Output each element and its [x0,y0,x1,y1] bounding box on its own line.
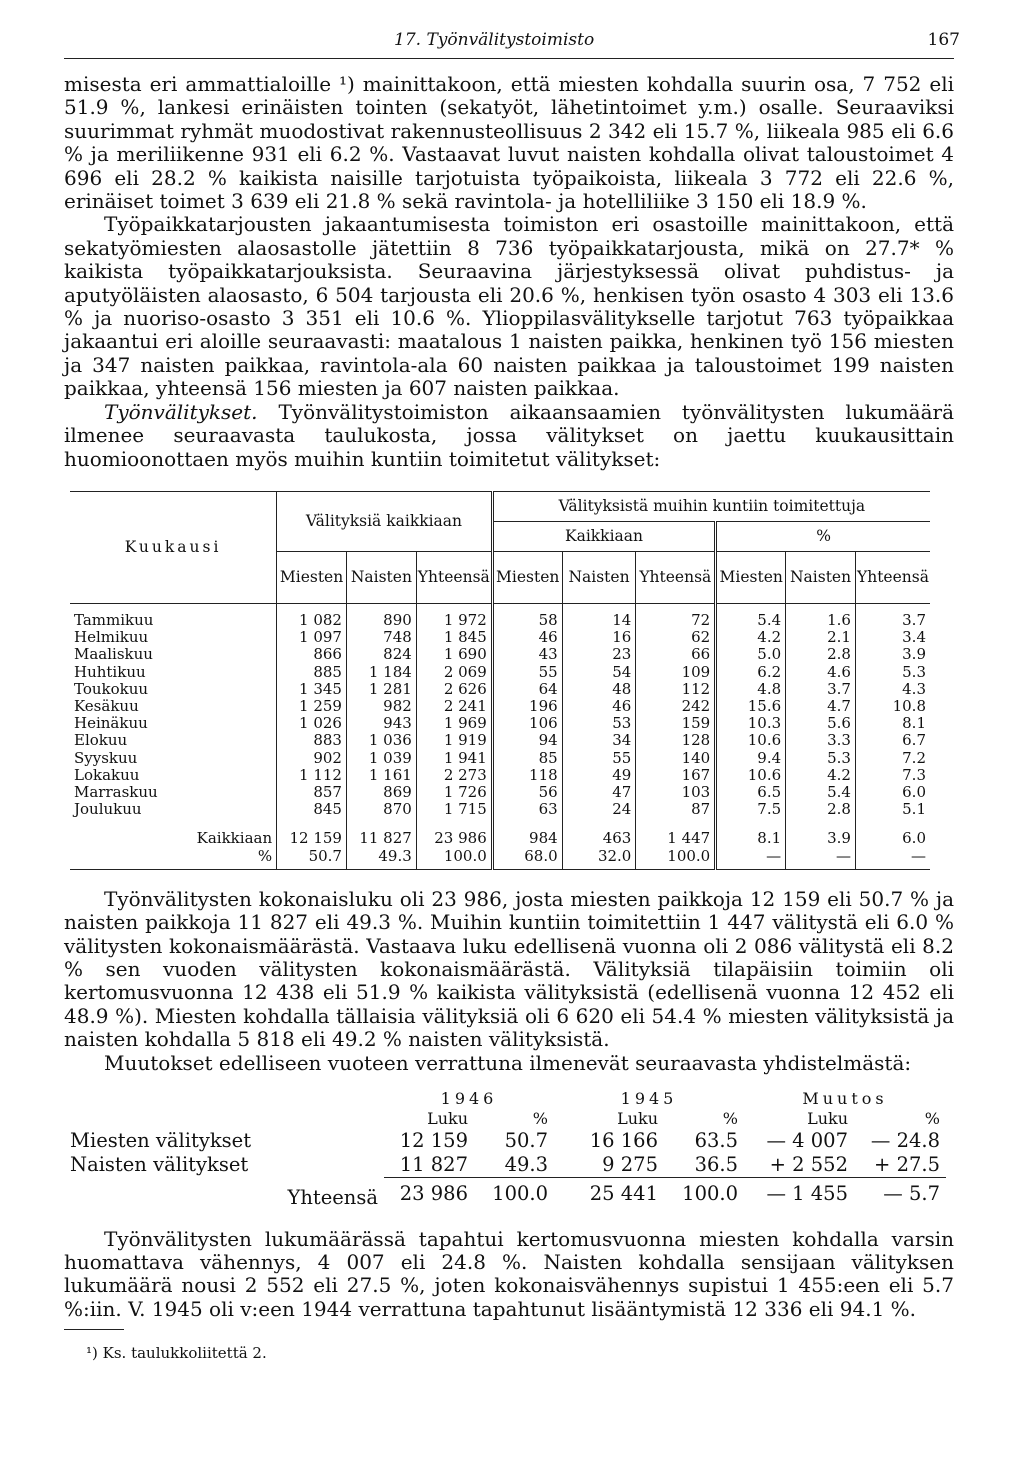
month-cell: % [257,847,273,865]
month-cell: Kaikkiaan [196,829,273,848]
value-cell: 890 [346,603,416,629]
value-cell: 103 [636,784,716,801]
value-cell: 2 273 [416,767,492,784]
value-cell: 12 159 [399,1129,468,1152]
table-row [70,732,930,749]
value-cell: 12 159 [277,818,347,847]
value-cell: 16 [562,629,636,646]
value-cell: — [716,848,786,870]
value-cell: 8.1 [855,715,930,732]
value-cell: 16 166 [589,1129,658,1152]
value-cell: 1 026 [277,715,347,732]
table-row [70,750,930,767]
value-cell: 869 [346,784,416,801]
value-cell: 2.8 [786,646,856,663]
value-cell: 100.0 [416,848,492,870]
value-cell: 196 [492,698,562,715]
value-cell: 46 [562,698,636,715]
value-cell: 36.5 [694,1153,738,1176]
year-1946: 1946 [440,1089,498,1108]
table-row [70,629,930,646]
month-cell: Kesäkuu [74,697,139,715]
change-header: Muutos [802,1089,888,1108]
header-rule [64,58,954,59]
value-cell: 1 919 [416,732,492,749]
value-cell: 6.0 [855,818,930,847]
value-cell: 100.0 [474,1178,554,1210]
value-cell: 3.4 [855,629,930,646]
comparison-table [64,1089,946,1210]
value-cell: 4.3 [855,681,930,698]
subhead-pct: % [716,521,930,551]
value-cell: 1 184 [346,664,416,681]
value-cell: 15.6 [716,698,786,715]
value-cell: 54 [562,664,636,681]
value-cell: 100.0 [636,848,716,870]
h-men: Miesten [492,551,562,603]
value-cell: 55 [492,664,562,681]
value-cell: 748 [346,629,416,646]
value-cell: 845 [277,801,347,818]
row-label: Yhteensä [287,1185,378,1209]
month-cell: Huhtikuu [74,663,146,681]
table-row [70,664,930,681]
value-cell: 1 447 [636,818,716,847]
value-cell: 55 [562,750,636,767]
value-cell: 2.1 [786,629,856,646]
luku-header: Luku [427,1109,468,1128]
value-cell: 866 [277,646,347,663]
value-cell: 7.5 [716,801,786,818]
value-cell: 1.6 [786,603,856,629]
value-cell: 6.7 [855,732,930,749]
value-cell: 49.3 [504,1153,548,1176]
value-cell: 242 [636,698,716,715]
value-cell: 10.6 [716,767,786,784]
value-cell: 4.8 [716,681,786,698]
value-cell: 3.7 [855,603,930,629]
month-cell: Maaliskuu [74,646,153,664]
value-cell: 106 [492,715,562,732]
month-cell: Marraskuu [74,783,158,801]
value-cell: 64 [492,681,562,698]
value-cell: 128 [636,732,716,749]
pct-header: % [722,1109,738,1128]
table-row [70,646,930,663]
value-cell: 943 [346,715,416,732]
value-cell: 167 [636,767,716,784]
value-cell: 463 [562,818,636,847]
value-cell: 23 986 [384,1178,474,1210]
value-cell: 49.3 [346,848,416,870]
value-cell: 58 [492,603,562,629]
value-cell: 1 845 [416,629,492,646]
value-cell: 10.3 [716,715,786,732]
pct-header: % [532,1109,548,1128]
h-men: Miesten [716,551,786,603]
subhead-total: Kaikkiaan [492,521,715,551]
month-cell: Toukokuu [74,680,149,698]
month-cell: Heinäkuu [74,715,148,733]
month-cell: Syyskuu [74,749,138,767]
value-cell: — 5.7 [854,1178,946,1210]
value-cell: 870 [346,801,416,818]
table-row [70,767,930,784]
value-cell: 63.5 [694,1129,738,1152]
month-cell: Joulukuu [74,801,142,819]
table-row [70,715,930,732]
value-cell: 94 [492,732,562,749]
h-women: Naisten [786,551,856,603]
value-cell: 62 [636,629,716,646]
pct-header: % [924,1109,940,1128]
value-cell: 2 241 [416,698,492,715]
value-cell: 2 069 [416,664,492,681]
month-cell: Elokuu [74,732,128,750]
comparison-row [64,1129,946,1153]
value-cell: 53 [562,715,636,732]
value-cell: 1 112 [277,767,347,784]
luku-header: Luku [617,1109,658,1128]
value-cell: 43 [492,646,562,663]
value-cell: 3.7 [786,681,856,698]
value-cell: 25 441 [554,1178,664,1210]
value-cell: 1 039 [346,750,416,767]
value-cell: 11 827 [399,1153,468,1176]
value-cell: 10.6 [716,732,786,749]
value-cell: 2 626 [416,681,492,698]
value-cell: 56 [492,784,562,801]
value-cell: 1 969 [416,715,492,732]
value-cell: — [855,848,930,870]
h-sum: Yhteensä [855,551,930,603]
value-cell: 47 [562,784,636,801]
total-row [70,818,930,847]
value-cell: 824 [346,646,416,663]
table-row [70,698,930,715]
value-cell: 982 [346,698,416,715]
value-cell: 72 [636,603,716,629]
value-cell: 6.5 [716,784,786,801]
value-cell: 9 275 [602,1153,658,1176]
value-cell: 1 345 [277,681,347,698]
value-cell: 984 [492,818,562,847]
value-cell: 3.9 [786,818,856,847]
value-cell: 46 [492,629,562,646]
page-number: 167 [927,30,960,50]
col-month-header: Kuukausi [124,537,222,556]
value-cell: 3.9 [855,646,930,663]
value-cell: 11 827 [346,818,416,847]
value-cell: 6.0 [855,784,930,801]
monthly-table-body [70,603,930,869]
value-cell: 4.2 [786,767,856,784]
value-cell: 2.8 [786,801,856,818]
value-cell: 1 161 [346,767,416,784]
value-cell: 49 [562,767,636,784]
paragraph-2: Työpaikkatarjousten jakaantumisesta toimiston eri osastoille mainittakoon, että sekatyömiesten alaosastolle jätettiin 8 736 työpaikkatarjousta, mikä on 27.7* % kaikista työpaikkatarjouksista. Seuraavina järjestyksessä olivat puhdistus- ja aputyöläisten alaosasto, 6 504 tarjousta eli 20.6 %, henkisen työn osasto 4 303 eli 13.6 % ja nuoriso-osasto 3 351 eli 10.6 %. Ylioppilasvälitykselle tarjotut 763 työpaikkaa jakaantui eri aloille seuraavasti: maatalous 1 naisten paikka, henkinen työ 156 miesten ja 347 naisten paikkaa, ravintola-ala 60 naisten paikkaa ja taloustoimet 199 naisten paikkaa, yhteensä 156 miesten ja 607 naisten paikkaa. [64,212,954,401]
value-cell: 5.4 [716,603,786,629]
value-cell: — 4 007 [766,1129,848,1152]
value-cell: 1 036 [346,732,416,749]
value-cell: 112 [636,681,716,698]
value-cell: 902 [277,750,347,767]
value-cell: 4.6 [786,664,856,681]
pct-row [70,848,930,870]
value-cell: 6.2 [716,664,786,681]
value-cell: 883 [277,732,347,749]
value-cell: 5.3 [855,664,930,681]
row-label: Naisten välitykset [70,1153,249,1177]
paragraph-3 [64,401,954,471]
value-cell: + 2 552 [769,1153,848,1176]
month-cell: Helmikuu [74,629,149,647]
value-cell: 885 [277,664,347,681]
value-cell: 85 [492,750,562,767]
value-cell: 50.7 [277,848,347,870]
value-cell: — 1 455 [744,1178,854,1210]
h-sum: Yhteensä [416,551,492,603]
value-cell: 857 [277,784,347,801]
value-cell: 1 726 [416,784,492,801]
value-cell: 34 [562,732,636,749]
value-cell: 14 [562,603,636,629]
value-cell: 63 [492,801,562,818]
comparison-total-row [64,1178,946,1210]
table-row [70,784,930,801]
comparison-table-body [64,1129,946,1210]
value-cell: 1 715 [416,801,492,818]
paragraph-6: Työnvälitysten lukumäärässä tapahtui kertomusvuonna miesten kohdalla varsin huomattava vähennys, 4 007 eli 24.8 %. Naisten kohdalla sensijaan välityksen lukumäärä nousi 2 552 eli 27.5 %, joten kokonaisvähennys supistui 1 455:een eli 5.7 %:iin. V. 1945 oli v:een 1944 verrattuna tapahtunut lisääntymistä 12 336 eli 94.1 %. [64,1226,954,1321]
value-cell: 1 259 [277,698,347,715]
value-cell: 5.4 [786,784,856,801]
value-cell: 50.7 [504,1129,548,1152]
year-1945: 1945 [620,1089,678,1108]
row-label: Miesten välitykset [70,1129,252,1152]
value-cell: 1 972 [416,603,492,629]
value-cell: 4.7 [786,698,856,715]
running-header [64,28,960,58]
value-cell: 5.0 [716,646,786,663]
value-cell: 3.3 [786,732,856,749]
h-men: Miesten [277,551,347,603]
value-cell: 87 [636,801,716,818]
footnote: ¹) Ks. taulukkoliitettä 2. [86,1344,267,1363]
value-cell: 1 690 [416,646,492,663]
value-cell: 68.0 [492,848,562,870]
value-cell: 9.4 [716,750,786,767]
value-cell: 48 [562,681,636,698]
value-cell: 109 [636,664,716,681]
table-row [70,801,930,818]
col-group-all: Välityksiä kaikkiaan [277,491,493,551]
h-women: Naisten [562,551,636,603]
h-women: Naisten [346,551,416,603]
value-cell: 7.2 [855,750,930,767]
month-cell: Tammikuu [74,610,154,629]
value-cell: 8.1 [716,818,786,847]
value-cell: 10.8 [855,698,930,715]
h-sum: Yhteensä [636,551,716,603]
value-cell: 118 [492,767,562,784]
table-row [70,681,930,698]
footnote-rule [64,1329,124,1330]
value-cell: 5.3 [786,750,856,767]
value-cell: 5.1 [855,801,930,818]
month-cell: Lokakuu [74,766,140,784]
value-cell: — 24.8 [870,1129,940,1152]
value-cell: 23 [562,646,636,663]
luku-header: Luku [807,1109,848,1128]
value-cell: + 27.5 [874,1153,940,1176]
comparison-row [64,1153,946,1178]
table-row [70,603,930,629]
value-cell: 4.2 [716,629,786,646]
value-cell: 1 941 [416,750,492,767]
chapter-title: 17. Työnvälitystoimisto [394,30,595,50]
paragraph-4: Työnvälitysten kokonaisluku oli 23 986, josta miesten paikkoja 12 159 eli 50.7 % ja naisten paikkoja 11 827 eli 49.3 %. Muihin kuntiin toimitettiin 1 447 välitystä eli 6.0 % välitysten kokonaismäärästä. Vastaava luku edellisenä vuonna oli 2 086 välitystä eli 8.2 % sen vuoden välitysten kokonaismäärästä. Välityksiä tilapäisiin toimiin oli kertomusvuonna 12 438 eli 51.9 % kaikista välityksistä (edellisenä vuonna 12 452 eli 48.9 %). Miesten kohdalla tällaisia välityksiä oli 6 620 eli 54.4 % miesten välityksistä ja naisten kohdalla 5 818 eli 49.2 % naisten välityksistä. [64,886,954,1052]
paragraph-5: Muutokset edelliseen vuoteen verrattuna ilmenevät seuraavasta yhdistelmästä: [104,1050,912,1075]
value-cell: 1 281 [346,681,416,698]
document-page [64,28,960,1363]
value-cell: 1 097 [277,629,347,646]
value-cell: 23 986 [416,818,492,847]
value-cell: 32.0 [562,848,636,870]
value-cell: — [786,848,856,870]
value-cell: 5.6 [786,715,856,732]
value-cell: 66 [636,646,716,663]
value-cell: 140 [636,750,716,767]
paragraph-1: misesta eri ammattialoille ¹) mainittakoon, että miesten kohdalla suurin osa, 7 752 eli 51.9 %, lankesi erinäisten tointen (sekatyöt, lähetintoimet y.m.) osalle. Seuraaviksi suurimmat ryhmät muodostivat rakennusteollisuus 2 342 eli 15.7 %, liikeala 985 eli 6.6 % ja meriliikenne 931 eli 6.2 %. Vastaavat luvut naisten kohdalla olivat taloustoimet 4 696 eli 28.2 % kaikista naisille tarjotuista työpaikoista, liikeala 3 772 eli 22.6 %, erinäiset toimet 3 639 eli 21.8 % sekä ravintola- ja hotelliliike 3 150 eli 18.9 %. [64,72,954,214]
value-cell: 159 [636,715,716,732]
value-cell: 100.0 [664,1178,744,1210]
value-cell: 7.3 [855,767,930,784]
value-cell: 1 082 [277,603,347,629]
paragraph-3-text: Työnvälitystoimiston aikaansaamien työnvälitysten lukumäärä ilmenee seuraavasta taulukosta, jossa välitykset on jaettu kuukausittain huomioonottaen myös muihin kuntiin toimitetut välitykset: [64,399,954,471]
value-cell: 24 [562,801,636,818]
monthly-table [70,491,930,870]
section-heading: Työnvälitykset. [104,399,258,424]
col-group-other: Välityksistä muihin kuntiin toimitettuja [492,491,930,521]
